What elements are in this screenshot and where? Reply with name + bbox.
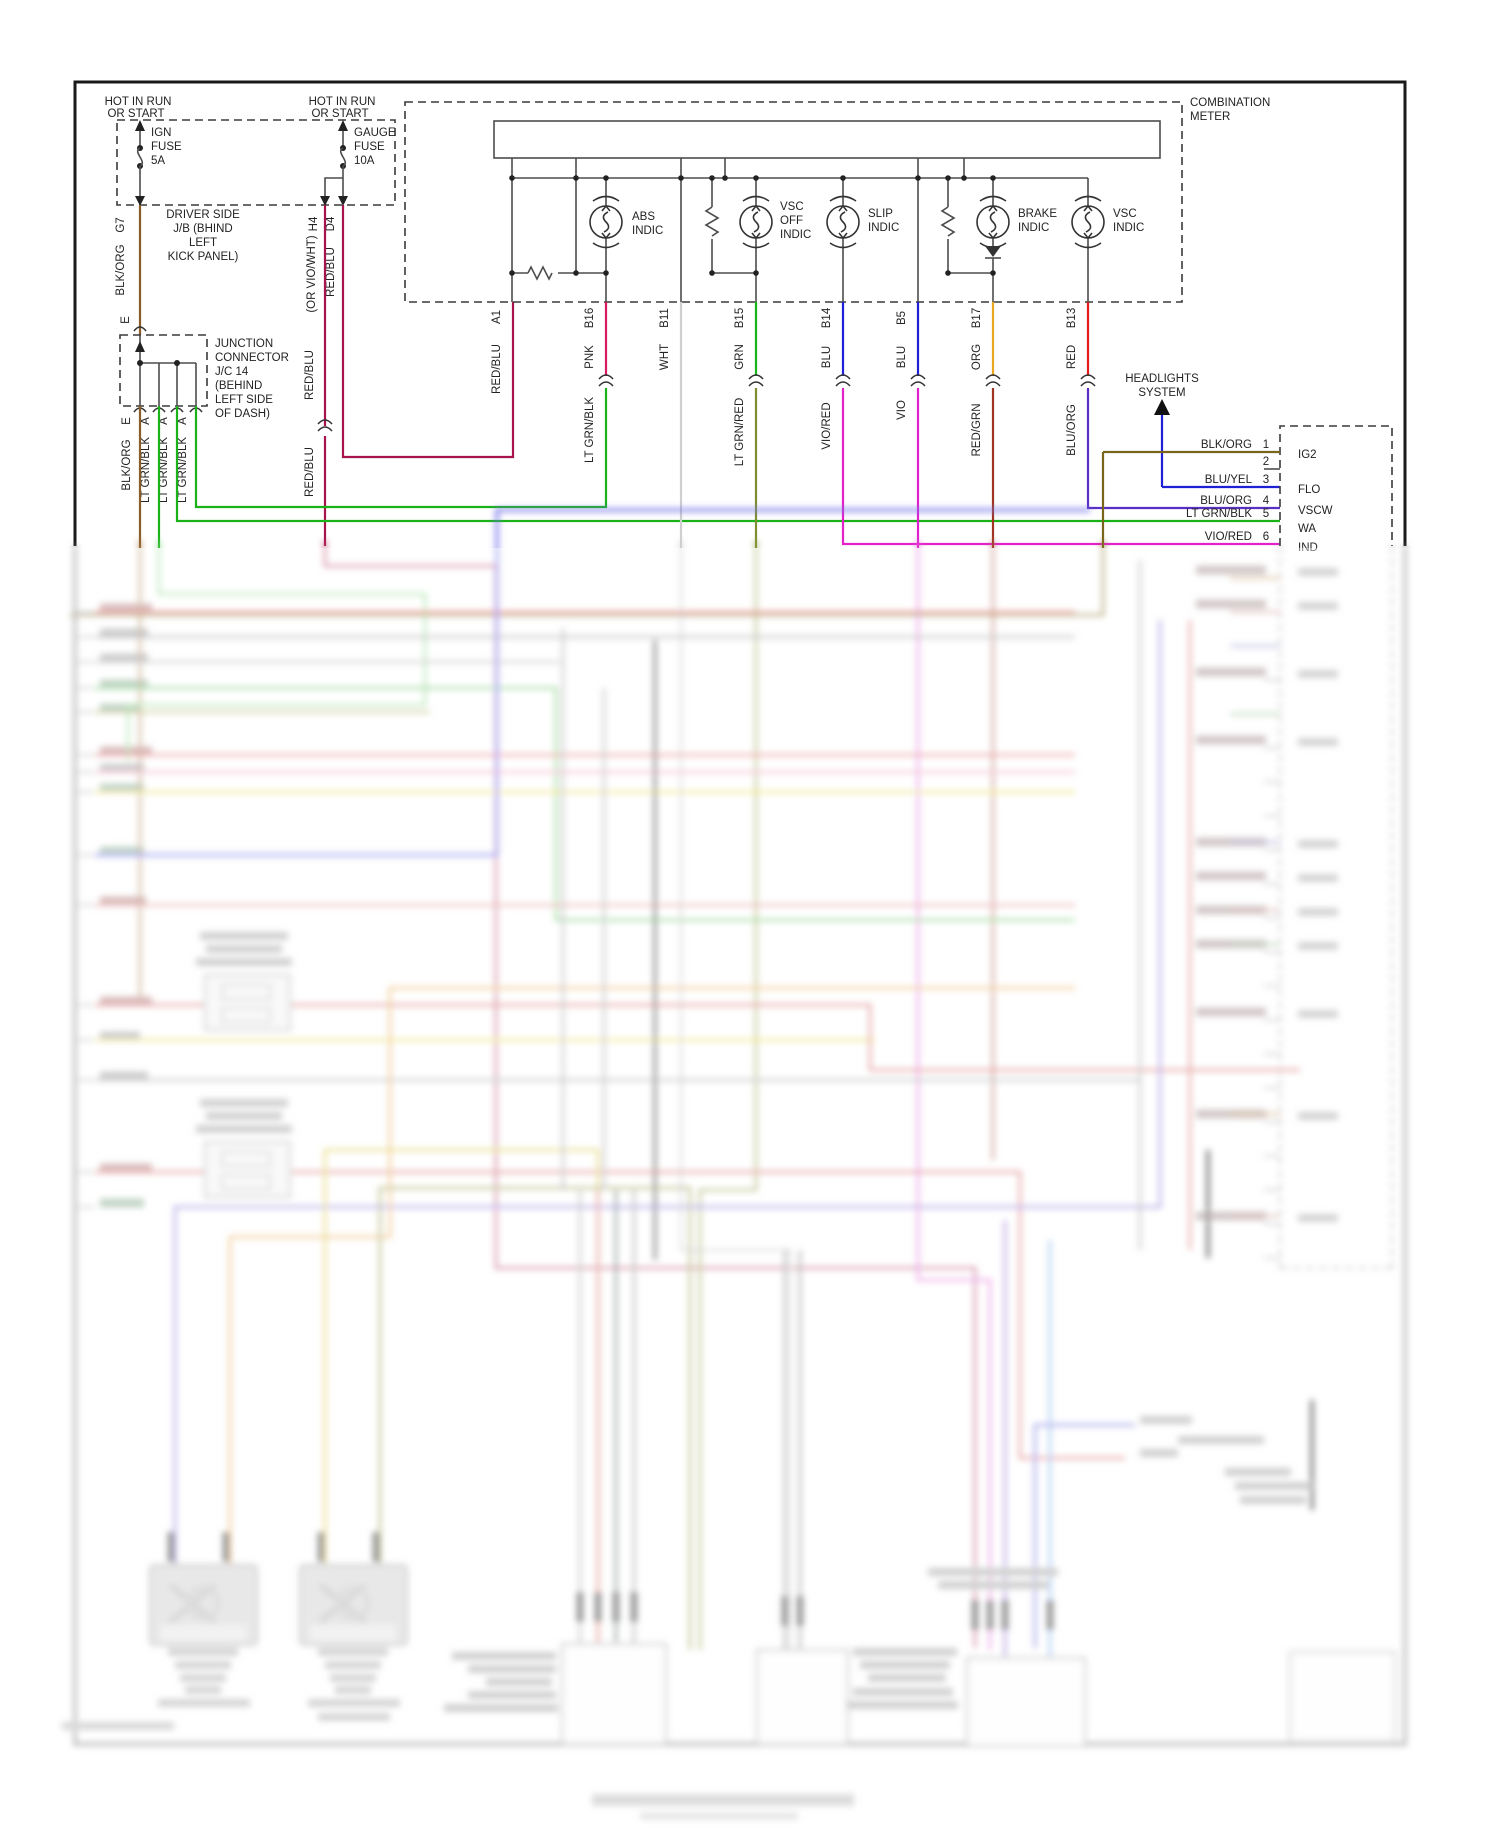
wire-color-label: LT GRN/BLK	[158, 436, 170, 504]
meter-title: METER	[1190, 111, 1231, 123]
arrow-up-icon	[1154, 399, 1170, 415]
pin-label: B17	[971, 307, 983, 329]
lamp-label: INDIC	[780, 229, 812, 241]
fuse-label: GAUGE	[354, 127, 396, 139]
connector-arc-icon	[134, 408, 202, 412]
connector-pin-label: E	[120, 316, 132, 324]
wire-color-label: RED/GRN	[971, 403, 983, 457]
pin-wire-label: BLU/YEL	[1204, 474, 1252, 486]
wire-color-label: LT GRN/BLK	[177, 436, 189, 504]
fuse-block	[105, 96, 396, 206]
junction-connector	[120, 316, 289, 420]
lamp-label: ABS	[632, 211, 656, 223]
pin-wire-label: BLU/ORG	[1200, 495, 1252, 507]
fuse-label: 10A	[354, 155, 375, 167]
lamp-label: INDIC	[1018, 222, 1050, 234]
jc-line: LEFT SIDE	[215, 394, 273, 406]
wire-color-label: BLU	[821, 345, 833, 369]
lamp-label: VSC	[1113, 208, 1137, 220]
wire-color-label: BLU	[896, 345, 908, 369]
pin-number: 1	[1262, 439, 1270, 451]
pin-wire-label: BLK/ORG	[1200, 439, 1252, 451]
connector-pin-label: H4	[308, 216, 320, 232]
pin-number: 2	[1262, 456, 1270, 468]
wire-color-label: PNK	[584, 345, 596, 369]
headlights-label: HEADLIGHTS	[1125, 373, 1199, 385]
fuse-label: 5A	[151, 155, 166, 167]
jb-line: KICK PANEL)	[167, 251, 239, 263]
jc-box	[120, 335, 207, 406]
pin-name: WA	[1298, 523, 1317, 535]
meter-pin-labels	[491, 307, 1078, 466]
lamp-label: INDIC	[1113, 222, 1145, 234]
pin-wire-label: VIO/RED	[1204, 531, 1252, 543]
wire-color-label: RED/BLU	[304, 447, 316, 497]
jc-line: CONNECTOR	[215, 352, 289, 364]
pin-number: 5	[1262, 508, 1270, 520]
wire-color-label: LT GRN/BLK	[584, 396, 596, 464]
connector-pin-label: G7	[115, 217, 127, 233]
fuse-label: FUSE	[354, 141, 385, 153]
wire-color-label: RED/BLU	[304, 350, 316, 400]
jc-line: (BEHIND	[215, 380, 263, 392]
hot-label: HOT IN RUN	[308, 96, 376, 108]
pin-wire-label: LT GRN/BLK	[1185, 508, 1252, 520]
connector-pin-label: A	[158, 417, 170, 425]
junction-dots	[509, 175, 996, 276]
wire-color-label: VIO	[896, 400, 908, 420]
meter-title: COMBINATION	[1190, 97, 1271, 109]
meter-bus-bar	[494, 121, 1160, 158]
pin-number: 3	[1262, 474, 1270, 486]
wire-color-label: ORG	[971, 343, 983, 371]
pin-label: B5	[896, 310, 908, 326]
pin-number: 4	[1262, 495, 1270, 507]
hot-label: OR START	[311, 108, 369, 120]
pin-label: B16	[584, 307, 596, 329]
fuse-label: IGN	[151, 127, 172, 139]
pin-name: IG2	[1298, 449, 1317, 461]
wire-red-blu-d4	[343, 205, 513, 457]
headlights-label: SYSTEM	[1138, 387, 1186, 399]
wire-break-icon	[599, 375, 1095, 386]
wire-color-label: BLK/ORG	[121, 439, 133, 491]
lamp-label: VSC	[780, 201, 804, 213]
connector-pin-label: E	[121, 417, 133, 425]
right-connector	[1103, 426, 1392, 554]
lamp-label: INDIC	[632, 225, 664, 237]
wire-color-label: WHT	[659, 343, 671, 371]
arrow-up-icon	[135, 120, 145, 131]
blur-veil	[0, 548, 1500, 1828]
jb-line: DRIVER SIDE	[166, 209, 240, 221]
headlights-system	[1125, 373, 1280, 487]
hot-label: OR START	[107, 108, 165, 120]
lamp-label: BRAKE	[1018, 208, 1057, 220]
lamp-label: OFF	[780, 215, 803, 227]
connector-pin-label: A	[177, 417, 189, 425]
hot-label: HOT IN RUN	[104, 96, 172, 108]
wire-color-label: (OR VIO/WHT)	[306, 235, 318, 313]
wire-color-label: BLU/ORG	[1066, 404, 1078, 456]
fuse-label: FUSE	[151, 141, 182, 153]
lamp-label: SLIP	[868, 208, 893, 220]
wire-color-label: LT GRN/BLK	[140, 436, 152, 504]
pin-name: IND	[1298, 542, 1318, 554]
wire-color-label: BLK/ORG	[115, 244, 127, 296]
wire-color-label: RED	[1066, 344, 1078, 370]
combination-meter	[405, 97, 1270, 302]
arrow-up-icon	[135, 341, 145, 352]
pin-label: B15	[734, 307, 746, 329]
pin-label: B14	[821, 307, 833, 329]
jc-line: OF DASH)	[215, 408, 270, 420]
pin-name: FLO	[1298, 484, 1321, 496]
pin-label: B11	[659, 308, 671, 328]
pin-number: 6	[1262, 531, 1270, 543]
pin-label: B13	[1066, 307, 1078, 329]
arrow-up-icon	[338, 120, 348, 131]
right-connector-box	[1280, 426, 1392, 546]
pin-label: A1	[491, 309, 503, 325]
sharp-section	[75, 82, 1405, 554]
jc-line: JUNCTION	[215, 338, 274, 350]
wire-color-label: GRN	[734, 344, 746, 370]
lamp-label: INDIC	[868, 222, 900, 234]
jb-line: LEFT	[188, 237, 218, 249]
wire-color-label: RED/BLU	[491, 344, 503, 394]
jc-line: J/C 14	[215, 366, 249, 378]
pin-name: VSCW	[1298, 505, 1333, 517]
wire-color-label: RED/BLU	[325, 247, 337, 297]
connector-pin-label: D4	[325, 216, 337, 232]
wire-color-label: VIO/RED	[821, 402, 833, 450]
jb-label	[166, 209, 240, 263]
wire-color-label: LT GRN/RED	[734, 397, 746, 467]
connector-pin-label: A	[140, 417, 152, 425]
jb-line: J/B (BHIND	[173, 223, 233, 235]
